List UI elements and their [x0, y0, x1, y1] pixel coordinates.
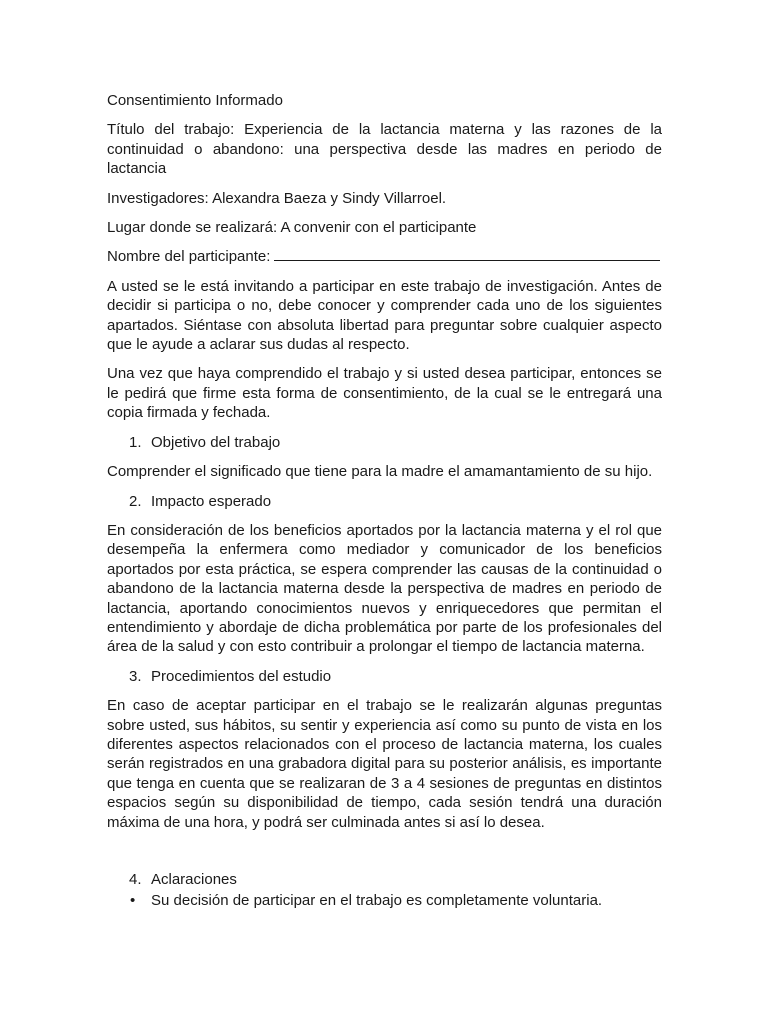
section-heading-3: [107, 667, 662, 686]
bullet-icon: •: [130, 892, 136, 910]
investigators: Investigadores: Alexandra Baeza y Sindy Villarroel.: [107, 189, 447, 207]
section-body-2: En consideración de los beneficios aportados por la lactancia materna y el rol que desempeña la enfermera como mediador y comunicador de los beneficios aportados por esta práctica, se espera comprender las causas de la continuidad o abandono de la lactancia materna desde la perspectiva de madres en periodo de lactancia, aportando conocimientos nuevos y enriquecedores que permitan el entendimiento y abordaje de dicha problemática por parte de los profesionales del área de la salud y con esto contribuir a prolongar el tiempo de lactancia materna.: [107, 521, 662, 656]
bullet-item: [107, 891, 662, 910]
participant-name-line: [107, 247, 662, 266]
document-body: [107, 91, 662, 911]
section-number: 3.: [129, 667, 142, 685]
section-body-1: Comprender el significado que tiene para la madre el amamantamiento de su hijo.: [107, 463, 653, 481]
section-number: 1.: [129, 433, 142, 451]
doc-heading: Consentimiento Informado: [107, 92, 283, 109]
section-heading-1: [107, 433, 662, 452]
location: Lugar donde se realizará: A convenir con el participante: [107, 219, 477, 237]
section-title: Aclaraciones: [151, 871, 237, 888]
participant-name-label: Nombre del participante:: [107, 248, 271, 266]
work-title: Título del trabajo: Experiencia de la lactancia materna y las razones de la continuidad o abandono: una perspectiva desde las madres en periodo de lactancia: [107, 121, 662, 178]
section-heading-4: [107, 870, 662, 889]
section-number: 2.: [129, 492, 142, 510]
intro-paragraph-2: Una vez que haya comprendido el trabajo y si usted desea participar, entonces se le pedirá que firme esta forma de consentimiento, de la cual se le entregará una copia firmada y fechada.: [107, 365, 662, 422]
section-heading-2: [107, 492, 662, 511]
section-title: Impacto esperado: [151, 492, 272, 510]
section-body-3: En caso de aceptar participar en el trabajo se le realizarán algunas preguntas sobre usted, sus hábitos, su sentir y experiencia así como su punto de vista en los diferentes aspectos relacionados con el proceso de lactancia materna, los cuales serán registrados en una grabadora digital para su posterior análisis, es importante que tenga en cuenta que se realizaran de 3 a 4 sesiones de preguntas en distintos espacios según su disponibilidad de tiempo, cada sesión tendrá una duración máxima de una hora, y podrá ser culminada antes si así lo desea.: [107, 697, 662, 831]
intro-paragraph-1: A usted se le está invitando a participar en este trabajo de investigación. Antes de decidir si participa o no, debe conocer y comprender cada uno de los siguientes apartados. Siéntase con absoluta libertad para preguntar sobre cualquier aspecto que le ayude a aclarar sus dudas al respecto.: [107, 277, 662, 354]
bullet-text: Su decisión de participar en el trabajo es completamente voluntaria.: [151, 892, 603, 910]
section-number: 4.: [129, 871, 142, 888]
section-title: Procedimientos del estudio: [151, 667, 332, 685]
section-title: Objetivo del trabajo: [151, 433, 281, 451]
participant-name-blank: [274, 247, 660, 261]
